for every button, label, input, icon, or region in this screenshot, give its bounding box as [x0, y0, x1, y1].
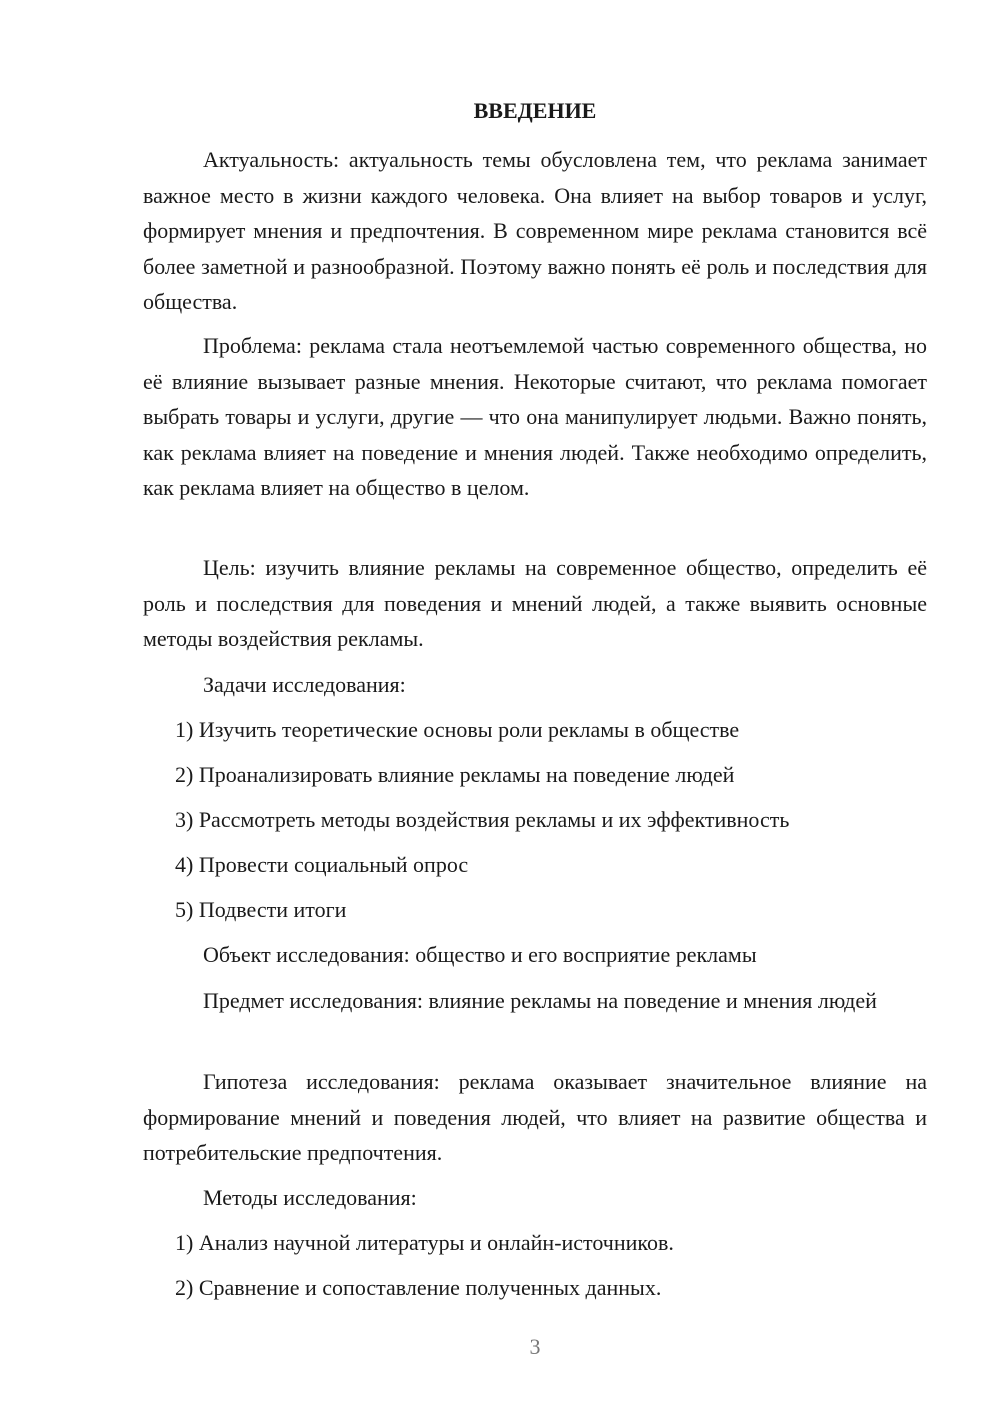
- task-item-3: 3) Рассмотреть методы воздействия рекламы и их эффективность: [175, 807, 790, 832]
- task-item-4: 4) Провести социальный опрос: [175, 852, 469, 877]
- tasks-heading: Задачи исследования:: [203, 672, 406, 697]
- goal-paragraph: Цель: изучить влияние рекламы на современное общество, определить её роль и последствия для поведения и мнений людей, а также выявить основные методы воздействия рекламы.: [143, 555, 927, 651]
- method-item-2: 2) Сравнение и сопоставление полученных данных.: [175, 1275, 662, 1300]
- task-item-1: 1) Изучить теоретические основы роли рекламы в обществе: [175, 717, 740, 742]
- object-paragraph: Объект исследования: общество и его восприятие рекламы: [203, 942, 757, 967]
- methods-heading: Методы исследования:: [203, 1185, 417, 1210]
- method-item-1: 1) Анализ научной литературы и онлайн-источников.: [175, 1230, 674, 1255]
- page-number: 3: [529, 1334, 541, 1359]
- task-item-5: 5) Подвести итоги: [175, 897, 347, 922]
- problem-paragraph: Проблема: реклама стала неотъемлемой частью современного общества, но её влияние вызывает разные мнения. Некоторые считают, что реклама помогает выбрать товары и услуги, другие — что она манипулирует людьми. Важно понять, как реклама влияет на поведение и мнения людей. Также необходимо определить, как реклама влияет на общество в целом.: [143, 333, 927, 500]
- document-page: [143, 0, 927, 1414]
- subject-paragraph: Предмет исследования: влияние рекламы на поведение и мнения людей: [203, 988, 877, 1013]
- hypothesis-paragraph: Гипотеза исследования: реклама оказывает значительное влияние на формирование мнений и поведения людей, что влияет на развитие общества и потребительские предпочтения.: [143, 1069, 927, 1165]
- relevance-paragraph: Актуальность: актуальность темы обусловлена тем, что реклама занимает важное место в жизни каждого человека. Она влияет на выбор товаров и услуг, формирует мнения и предпочтения. В современном мире реклама становится всё более заметной и разнообразной. Поэтому важно понять её роль и последствия для общества.: [143, 147, 927, 314]
- task-item-2: 2) Проанализировать влияние рекламы на поведение людей: [175, 762, 735, 787]
- section-title: ВВЕДЕНИЕ: [473, 98, 597, 123]
